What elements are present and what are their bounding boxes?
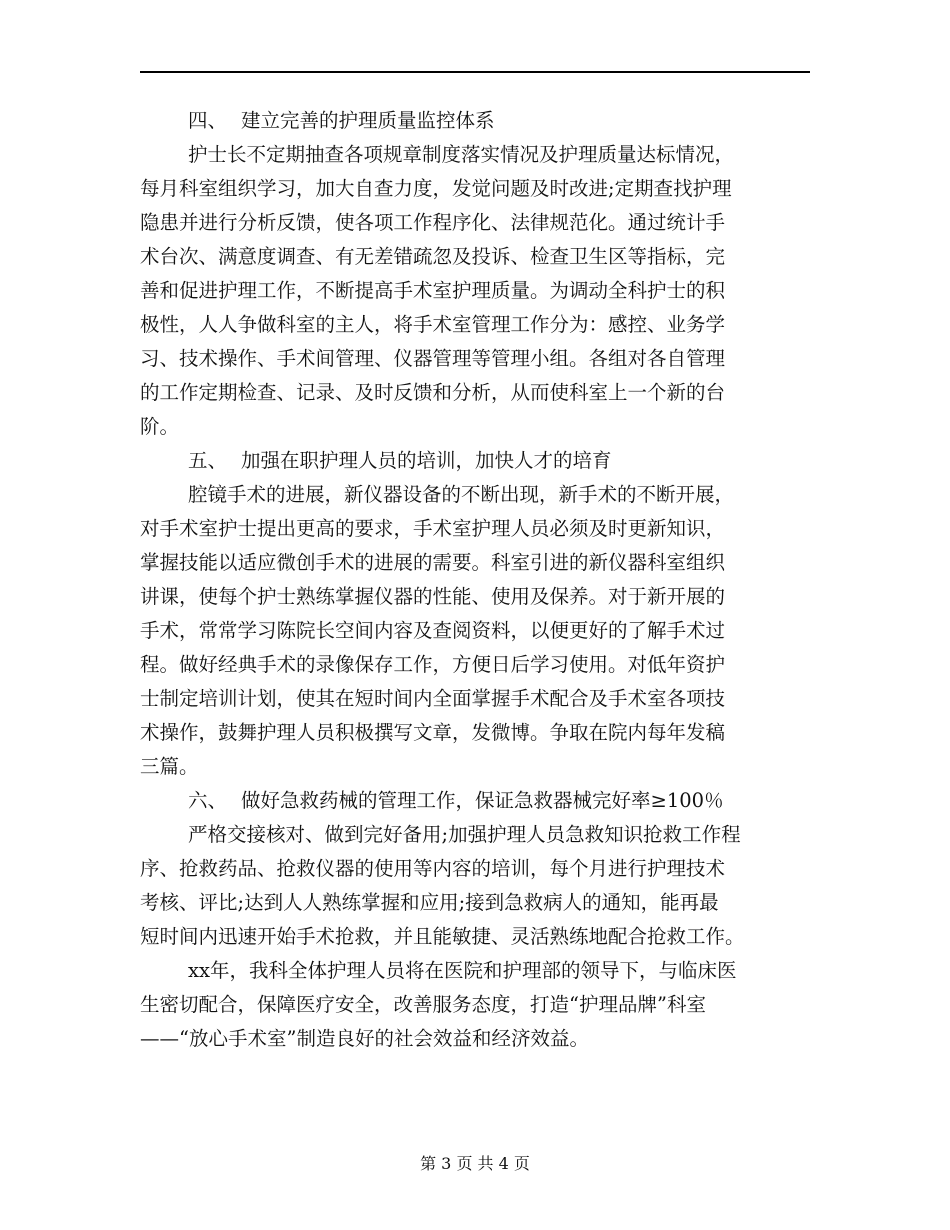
section-number: 六、 xyxy=(188,789,228,812)
closing-line: ——“放心手术室”制造良好的社会效益和经济效益。 xyxy=(140,1027,589,1050)
paragraph-line: 掌握技能以适应微创手术的进展的需要。科室引进的新仪器科室组织 xyxy=(140,551,726,574)
paragraph-line: 术操作，鼓舞护理人员积极撰写文章，发微博。争取在院内每年发稿 xyxy=(140,721,726,744)
paragraph-line: 极性，人人争做科室的主人，将手术室管理工作分为：感控、业务学 xyxy=(140,313,726,336)
closing-line: 生密切配合，保障医疗安全，改善服务态度，打造“护理品牌”科室 xyxy=(140,993,706,1016)
paragraph-line: 善和促进护理工作，不断提高手术室护理质量。为调动全科护士的积 xyxy=(140,279,726,302)
paragraph-line: 讲课，使每个护士熟练掌握仪器的性能、使用及保养。对于新开展的 xyxy=(140,585,726,608)
closing-line: xx年，我科全体护理人员将在医院和护理部的领导下，与临床医 xyxy=(188,959,737,982)
paragraph-line: 手术，常常学习陈院长空间内容及查阅资料，以便更好的了解手术过 xyxy=(140,619,726,642)
document-body xyxy=(140,104,810,1056)
paragraph-line: 三篇。 xyxy=(140,755,199,778)
section-title: 做好急救药械的管理工作，保证急救器械完好率≥100％ xyxy=(241,789,724,812)
section-title: 建立完善的护理质量监控体系 xyxy=(241,109,495,132)
section-heading xyxy=(140,784,810,818)
paragraph-line: 术台次、满意度调查、有无差错疏忽及投诉、检查卫生区等指标，完 xyxy=(140,245,726,268)
section-title: 加强在职护理人员的培训，加快人才的培育 xyxy=(241,449,612,472)
paragraph-line: 序、抢救药品、抢救仪器的使用等内容的培训，每个月进行护理技术 xyxy=(140,857,726,880)
paragraph-line: 隐患并进行分析反馈，使各项工作程序化、法律规范化。通过统计手 xyxy=(140,211,726,234)
section-number: 四、 xyxy=(188,109,228,132)
paragraph-line: 对手术室护士提出更高的要求，手术室护理人员必须及时更新知识， xyxy=(140,517,726,540)
paragraph-line: 习、技术操作、手术间管理、仪器管理等管理小组。各组对各自管理 xyxy=(140,347,726,370)
paragraph-line: 阶。 xyxy=(140,415,180,438)
paragraph-line: 程。做好经典手术的录像保存工作，方便日后学习使用。对低年资护 xyxy=(140,653,726,676)
section-heading xyxy=(140,444,810,478)
paragraph-line: 短时间内迅速开始手术抢救，并且能敏捷、灵活熟练地配合抢救工作。 xyxy=(140,925,745,948)
page-footer: 第 3 页 共 4 页 xyxy=(420,1154,530,1173)
paragraph-line: 腔镜手术的进展，新仪器设备的不断出现，新手术的不断开展， xyxy=(188,483,735,506)
section-heading xyxy=(140,104,810,138)
paragraph-line: 护士长不定期抽查各项规章制度落实情况及护理质量达标情况， xyxy=(188,143,735,166)
paragraph-line: 严格交接核对、做到完好备用;加强护理人员急救知识抢救工作程 xyxy=(188,823,741,846)
paragraph-line: 的工作定期检查、记录、及时反馈和分析，从而使科室上一个新的台 xyxy=(140,381,726,404)
paragraph-line: 每月科室组织学习，加大自查力度，发觉问题及时改进;定期查找护理 xyxy=(140,177,732,200)
paragraph-line: 考核、评比;达到人人熟练掌握和应用;接到急救病人的通知，能再最 xyxy=(140,891,719,914)
header-rule xyxy=(140,71,810,73)
section-number: 五、 xyxy=(188,449,228,472)
paragraph-line: 士制定培训计划，使其在短时间内全面掌握手术配合及手术室各项技 xyxy=(140,687,726,710)
